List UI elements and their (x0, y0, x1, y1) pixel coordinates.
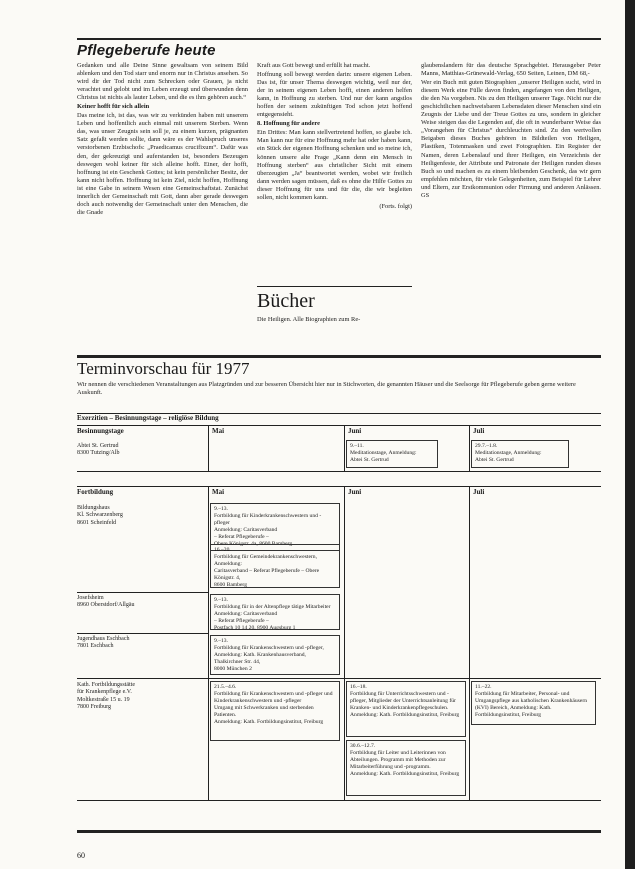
section1-june-entry: 9.–11. Meditationstage, Anmeldung: Abtei St. Gertrud (346, 440, 438, 468)
row2-place: Josefsheim 8960 Oberstdorf/Allgäu (77, 595, 135, 609)
paragraph: Wer ein Buch mit guten Biographien „unserer Heiligen sucht, wird in diesem Werk eine Fülle davon finden, angefangen von den Heiligen, die den Na vorgeben. Nis zu den Heiligen unserer Tage. Nicht nur die geschichtlichen nachweisbaren Lebensdaten dieser Menschen sind ein Zeugnis der Liebe und der Treue Gottes zu uns, sondern in gleicher Weise steigen das die Legenden auf, die oft in wunderbarer Weise das „Vorangehen für Christus“ durchleuchten sind. Zu den wertvollen Beigaben dieses Buches gehören in Bildteilen von Heiligen, Plastiken, Totenmasken und zwei Fotographien. Ein Register der Namen, deren Lebenslauf und ihrer Heiligen, ein Verzeichnis der Heiligenfeste, der Attribute und Patronate der Heiligen runden dieses Buch so und machen es zu einem bleibenden Geschenk, das wir gern empfehlen möchten, für viele Gelegenheiten, zum Beispiel für Lehrer und Eltern, zur Erstkommunion oder Firmung und anderen Anlässen. GS (421, 79, 601, 199)
termin-intro: Wir nennen die verschiedenen Veranstaltungen aus Platzgründen und zur besseren Übersicht hier nur in Stichworten, die genannten Häuser und die Seelsorge für Pflegeberufe geben gerne weitere Auskunft. (77, 381, 576, 396)
row4-place: Kath. Fortbildungsstätte für Krankenpflege e.V. Moltkestraße 15 u. 19 7800 Freiburg (77, 682, 135, 710)
top-rule (77, 38, 601, 40)
row1-place: Bildungshaus Kl. Schwarzenberg 8601 Scheinfeld (77, 505, 123, 526)
section-title: Pflegeberufe heute (77, 42, 216, 59)
section2-month-may: Mai (212, 488, 225, 496)
termin-heading: Terminvorschau für 1977 (77, 359, 250, 378)
row4-june-entry-2: 30.6.–12.7. Fortbildung für Leiter und Leiterinnen von Abteilungen. Programm mit Methoden zur Mitarbeiterführung und -programm. Anmeldung: Kath. Fortbildungsinstitut, Freiburg (346, 740, 466, 796)
buecher-rule (257, 286, 412, 287)
section2-divider-2 (344, 487, 345, 800)
paragraph: Ein Drittes: Man kann stellvertretend hoffen, so glaube ich. Man kann nur für eine Hoffnung mehr hat oder haben kann, ein Stück der eigenen Hoffnung schenken und so meine ich, können unsere alte Frage „Kann denn ein Mensch in Hoffnung sterben“ aus christlicher Sicht mit einem überzeugten „Ja“ beantwortet werden, wobei wir freilich dann werden sagen müssen, daß es ohne die Hilfe Gottes zu dieser Hoffnung für uns und für die, die wir begleiten sollen, nicht kommen kann. (257, 129, 412, 201)
section1-bottom-rule (77, 471, 601, 472)
row2-may-entry: 9.–13. Fortbildung für in der Altenpflege tätige Mitarbeiter Anmeldung: Caritasverband – Referat Pflegeberufe – Postfach 10 14 20, 8900 Augsburg 1 (210, 594, 340, 630)
section1-label: Exerzitien – Besinnungstage – religiöse Bildung (77, 414, 219, 422)
subheading: 8. Hoffnung für andere (257, 120, 320, 128)
row3-may-entry: 9.–13. Fortbildung für Krankenschwestern und -pfleger, Anmeldung: Kath. Krankenhausverband, Thalkirchner Str. 44, 8000 München 2 (210, 635, 340, 675)
section2-divider-3 (469, 487, 470, 800)
section1-month-may: Mai (212, 427, 225, 435)
bottom-thick-rule (77, 830, 601, 833)
scan-edge (625, 0, 635, 869)
row-rule (77, 678, 601, 679)
row4-may-entry: 21.5.–4.6. Fortbildung für Krankenschwestern und -pfleger und Kinderkrankenschwestern und -pfleger Umgang mit Schwerkranken und sterbenden Patienten. Anmeldung: Kath. Fortbildungsinstitut, Freiburg (210, 681, 340, 741)
buecher-text: Die Heiligen. Alle Biographien zum Re- (257, 316, 361, 323)
section2-top-rule (77, 486, 601, 487)
section2-col-head: Fortbildung (77, 488, 114, 496)
section2-month-july: Juli (473, 488, 485, 496)
section2-bottom-rule (77, 800, 601, 801)
paragraph: Kraft aus Gott bewegt und erfüllt hat macht. (257, 62, 371, 69)
section1-month-july: Juli (473, 427, 485, 435)
article-column-3 (421, 62, 601, 201)
paragraph: Gedanken und alle Deine Sinne gewaltsam von seinem Bild ablenken und den Tod starr und enorm nur in Christus ansehen. So wird dir der Tod nicht zum Schrecken oder Grauen, ja nicht verachtet und gelobt und im Leben erzeugt und überwunden denn Christus ist nichts als lauter Leben, und die es ihm gehören auch.“ (77, 62, 248, 102)
row4-july-entry: 11.–22. Fortbildung für Mitarbeiter, Personal- und Umgangspflege aus katholischen Krankenhäusern (KVI) Bereich, Anmeldung: Kath. Fortbildungsinstitut, Freiburg (471, 681, 596, 725)
section1-header-rule (77, 425, 601, 426)
section1-col-head: Besinnungstage (77, 427, 124, 435)
page-number: 60 (77, 851, 85, 860)
section1-divider-1 (208, 426, 209, 471)
row4-june-entry-1: 16.–18. Fortbildung für Unterrichtsschwestern und -pfleger, Mitglieder der Unterrichtsanleitung für Kranken- und Kinderkrankenpflegeschulen. Anmeldung: Kath. Fortbildungsinstitut, Freiburg (346, 681, 466, 737)
section1-place: Abtei St. Gertrud 8300 Tutzing/Alb (77, 443, 120, 457)
row3-place: Jugendhaus Eschbach 7801 Eschbach (77, 636, 130, 650)
termin-rule (77, 355, 601, 358)
row1-may-entry-1: 9.–13. Fortbildung für Kinderkrankenschwestern und -pfleger Anmeldung: Caritasverband – Referat Pflegeberufe – Obere Königstr. 4a, 8600 Bamberg (210, 503, 340, 551)
section1-divider-2 (344, 426, 345, 471)
article-column-1 (77, 62, 248, 218)
continued-note: (Forts. folgt) (379, 202, 412, 210)
subheading: Keiner hofft für sich allein (77, 103, 150, 111)
section1-july-entry: 29.7.–1.8. Meditationstage, Anmeldung: Abtei St. Gertrud (471, 440, 569, 468)
section2-month-june: Juni (348, 488, 362, 496)
paragraph: Das meine ich, ist das, was wir zu verkünden haben mit unserem Leben und hoffentlich auch einmal mit unserem Sterben. Wenn das, was unser Zeugnis sein soll je, zu einem kurzen, prägnanten Satz gefaßt werden sollte, dann wäre es der Wahlspruch unseres verstorbenen Erzbischofs: „Praedicamus crucifixum“. Dafür was den, der gekreuzigt und auferstanden ist, besonders Bezeugen deswegen wohl keiner für sich alleine hofft. Einer, der hofft, hoffnung ist ein Geschenk Gottes; ist kein persönlicher Besitz, der kann nicht hoffen. Hoffnung ist kein Ziel, nicht hoffen, Hoffnung ist eine Gabe in seinem Wesen eine Gemeinschaftstat. Zunächst innerlich der Gemeinschaft mit Gott, dann aber gerade deswegen doch auch notwendig der Gemeinschaft unter den Menschen, die die Gnade (77, 112, 248, 216)
section2-divider-1 (208, 487, 209, 800)
buecher-heading: Bücher (257, 290, 315, 312)
row1-may-entry-2: 16.–20. Fortbildung für Gemeindekrankenschwestern, Anmeldung: Caritasverband – Referat Pflegeberufe – Obere Königstr. 4, 8600 Bamberg (210, 544, 340, 588)
section1-month-june: Juni (348, 427, 362, 435)
paragraph: Hoffnung soll bewegt werden darin: unsere eigenen Leben. Das ist, für unser Thema deswegen wichtig, weil nur der, der in seinem eigenen Leben hofft, einen anderen helfen kann, in Hoffnung zu sterben. Und nur der kann angstlos hoffen der seinem zukünftigen Tod schon jetzt hoffend entgegensieht. (257, 71, 412, 119)
section1-divider-3 (469, 426, 470, 471)
paragraph: glaubenslandern für das deutsche Sprachgebiet. Herausgeber Peter Manns, Matthias-Grünewald-Verlag, 650 Seiten, Leinen, DM 68,- (421, 62, 601, 78)
row-rule (77, 592, 208, 593)
row-rule (77, 633, 208, 634)
article-column-2 (257, 62, 412, 212)
